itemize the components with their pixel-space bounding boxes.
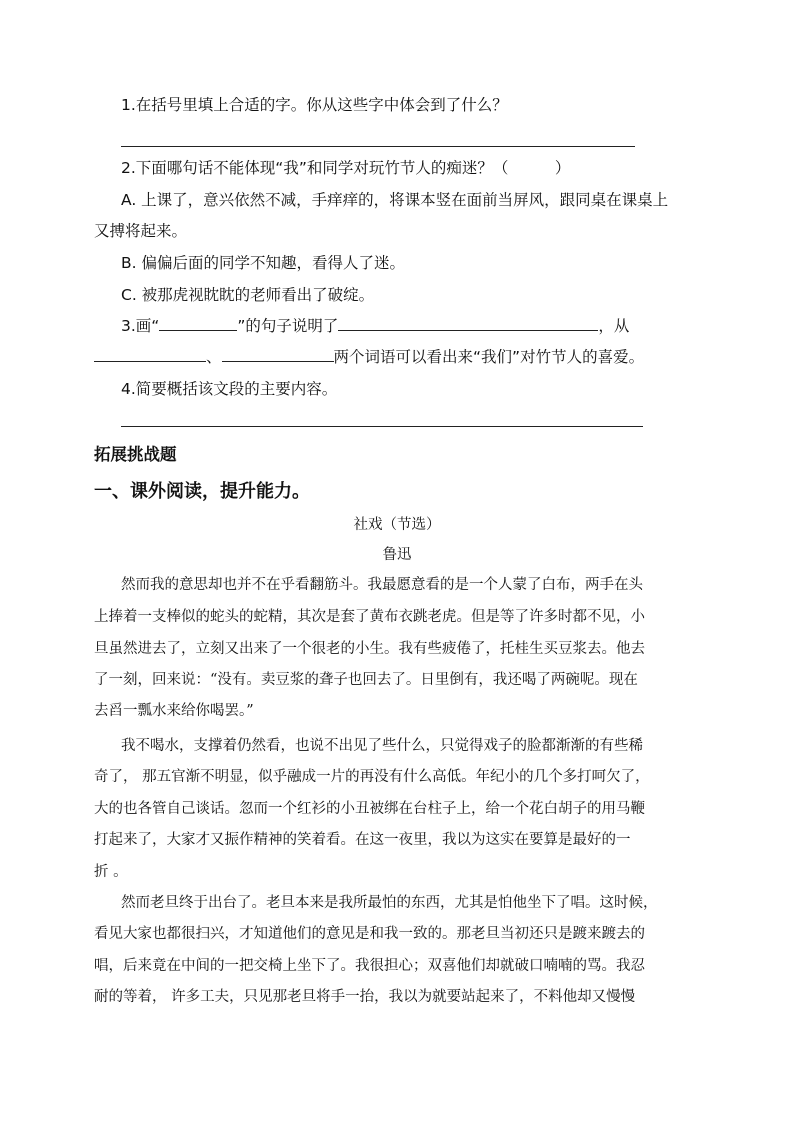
answer-line-4[interactable] [121,426,643,427]
question-4: 4.简要概括该文段的主要内容。 [121,380,338,398]
passage-line: 奇了， 那五官渐不明显，似乎融成一片的再没有什么高低。年纪小的几个多打呵欠了， [94,769,650,785]
q3-part-2: ”的句子说明了 [237,317,339,335]
q3-part-4: 、 [206,348,222,366]
q3-part-1: 3.画“ [121,317,160,335]
passage-line: 耐的等着， 许多工夫，只见那老旦将手一抬，我以为就要站起来了，不料他却又慢慢 [94,989,636,1005]
passage-line: 去舀一瓢水来给你喝罢。” [94,703,254,719]
option-a-line-2: 又搏将起来。 [94,222,188,240]
passage-line: 打起来了，大家才又振作精神的笑着看。在这一夜里，我以为这实在要算是最好的一 [94,832,631,848]
passage-line: 上捧着一支棒似的蛇头的蛇精，其次是套了黄布衣跳老虎。但是等了许多时都不见，小 [94,609,645,625]
option-b: B. 偏偏后面的同学不知趣，看得人了迷。 [121,254,405,272]
q3-blank-4[interactable] [222,347,334,362]
question-3-line-2 [94,347,644,367]
q3-part-5: 两个词语可以看出来“我们”对竹节人的喜爱。 [333,348,645,366]
passage-line: 然而老旦终于出台了。老旦本来是我所最怕的东西，尤其是怕他坐下了唱。这时候， [121,895,658,911]
passage-line: 我不喝水，支撑着仍然看，也说不出见了些什么，只觉得戏子的脸都渐渐的有些稀 [121,738,643,754]
question-2: 2.下面哪句话不能体现“我”和同学对玩竹节人的痴迷？（ ） [121,159,571,177]
q3-blank-3[interactable] [94,347,206,362]
passage-line: 旦虽然进去了，立刻又出来了一个很老的小生。我有些疲倦了，托桂生买豆浆去。他去 [94,641,645,657]
passage-line: 看见大家也都很扫兴，才知道他们的意见是和我一致的。那老旦当初还只是踱来踱去的 [94,926,645,942]
option-a-line-1: A. 上课了，意兴依然不减，手痒痒的，将课本竖在面前当屏风，跟同桌在课桌上 [121,191,669,209]
passage-title: 社戏（节选） [353,517,441,533]
passage-line: 然而我的意思却也并不在乎看翻筋斗。我最愿意看的是一个人蒙了白布，两手在头 [121,577,643,593]
answer-line-1[interactable] [121,146,635,147]
section-title: 拓展挑战题 [94,445,177,464]
passage-line: 折 。 [94,864,128,880]
passage-line: 唱，后来竟在中间的一把交椅上坐下了。我很担心；双喜他们却就破口喃喃的骂。我忍 [94,958,645,974]
passage-author: 鲁迅 [382,547,412,563]
q3-part-3: ，从 [598,317,630,335]
passage-line: 了一刻，回来说：“没有。卖豆浆的聋子也回去了。日里倒有，我还喝了两碗呢。现在 [94,672,638,688]
q3-blank-1[interactable] [159,316,237,331]
q3-blank-2[interactable] [338,316,598,331]
passage-line: 大的也各管自己谈话。忽而一个红衫的小丑被绑在台柱子上，给一个花白胡子的用马鞭 [94,801,645,817]
option-c: C. 被那虎视眈眈的老师看出了破绽。 [121,286,375,304]
question-3-line-1 [121,316,629,336]
question-1: 1.在括号里填上合适的字。你从这些字中体会到了什么？ [121,96,508,114]
section-subtitle: 一、课外阅读，提升能力。 [94,481,310,502]
